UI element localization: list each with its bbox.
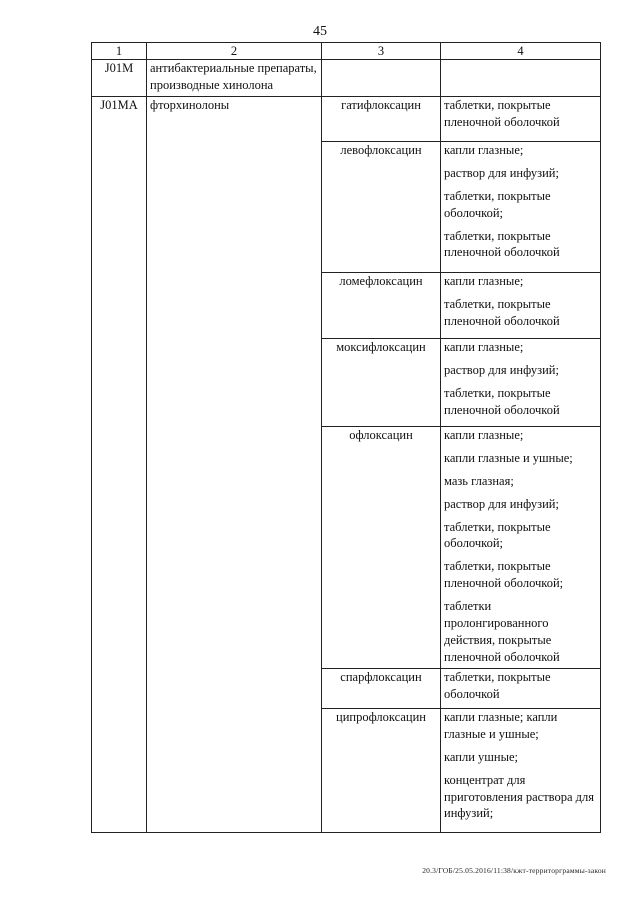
drug-name-cell — [322, 60, 441, 97]
atc-code-cell: J01MA — [92, 97, 147, 833]
dosage-form: таблетки, покрытые пленочной оболочкой — [444, 228, 560, 260]
dosage-forms-cell — [441, 427, 601, 669]
page-number: 45 — [313, 24, 327, 39]
dosage-forms-cell — [441, 709, 601, 833]
dosage-form: мазь глазная; — [444, 473, 514, 488]
dosage-form: капли глазные; — [444, 274, 524, 288]
dosage-forms-cell — [441, 60, 601, 97]
dosage-form: капли глазные и ушные; — [444, 450, 573, 465]
dosage-form: таблетки, покрытые оболочкой; — [444, 188, 551, 220]
drug-name-cell: ципрофлоксацин — [322, 709, 441, 833]
column-header-2: 2 — [147, 43, 322, 60]
dosage-form: таблетки, покрытые пленочной оболочкой — [444, 385, 560, 417]
drug-name-cell: офлоксацин — [322, 427, 441, 669]
dosage-form: таблетки, покрытые оболочкой; — [444, 519, 551, 551]
group-name-cell: фторхинолоны — [147, 97, 322, 833]
dosage-form: таблетки пролонгированного действия, покрытые пленочной оболочкой — [444, 599, 560, 664]
column-header-4: 4 — [441, 43, 601, 60]
column-header-3: 3 — [322, 43, 441, 60]
document-footer: 20.3/ГОБ/25.05.2016/11:38/кжт-территорграммы-закон — [422, 866, 606, 875]
column-header-1: 1 — [92, 43, 147, 60]
drug-name-cell: ломефлоксацин — [322, 273, 441, 339]
table-row — [92, 97, 601, 142]
dosage-form: капли ушные; — [444, 749, 518, 764]
dosage-forms-cell — [441, 97, 601, 142]
dosage-form: таблетки, покрытые оболочкой — [444, 670, 551, 701]
drug-name-cell: гатифлоксацин — [322, 97, 441, 142]
table-row — [92, 60, 601, 97]
drug-name-cell: моксифлоксацин — [322, 339, 441, 427]
dosage-form: таблетки, покрытые пленочной оболочкой; — [444, 559, 564, 591]
dosage-form: таблетки, покрытые пленочной оболочкой — [444, 98, 560, 129]
atc-code-cell: J01M — [92, 60, 147, 97]
drug-name-cell: спарфлоксацин — [322, 669, 441, 709]
dosage-forms-cell — [441, 669, 601, 709]
dosage-form: капли глазные; капли глазные и ушные; — [444, 710, 558, 741]
group-name-cell: антибактериальные препараты, производные хинолона — [147, 60, 322, 97]
dosage-form: раствор для инфузий; — [444, 362, 559, 377]
dosage-form: концентрат для приготовления раствора для инфузий; — [444, 772, 594, 821]
drug-name-cell: левофлоксацин — [322, 142, 441, 273]
dosage-form: раствор для инфузий; — [444, 496, 559, 511]
table-header-row — [92, 43, 601, 60]
dosage-form: капли глазные; — [444, 143, 524, 157]
dosage-forms-cell — [441, 339, 601, 427]
dosage-forms-cell — [441, 142, 601, 273]
dosage-forms-cell — [441, 273, 601, 339]
dosage-form: таблетки, покрытые пленочной оболочкой — [444, 296, 560, 328]
dosage-form: раствор для инфузий; — [444, 165, 559, 180]
drug-table — [91, 42, 601, 833]
dosage-form: капли глазные; — [444, 340, 524, 354]
dosage-form: капли глазные; — [444, 428, 524, 442]
